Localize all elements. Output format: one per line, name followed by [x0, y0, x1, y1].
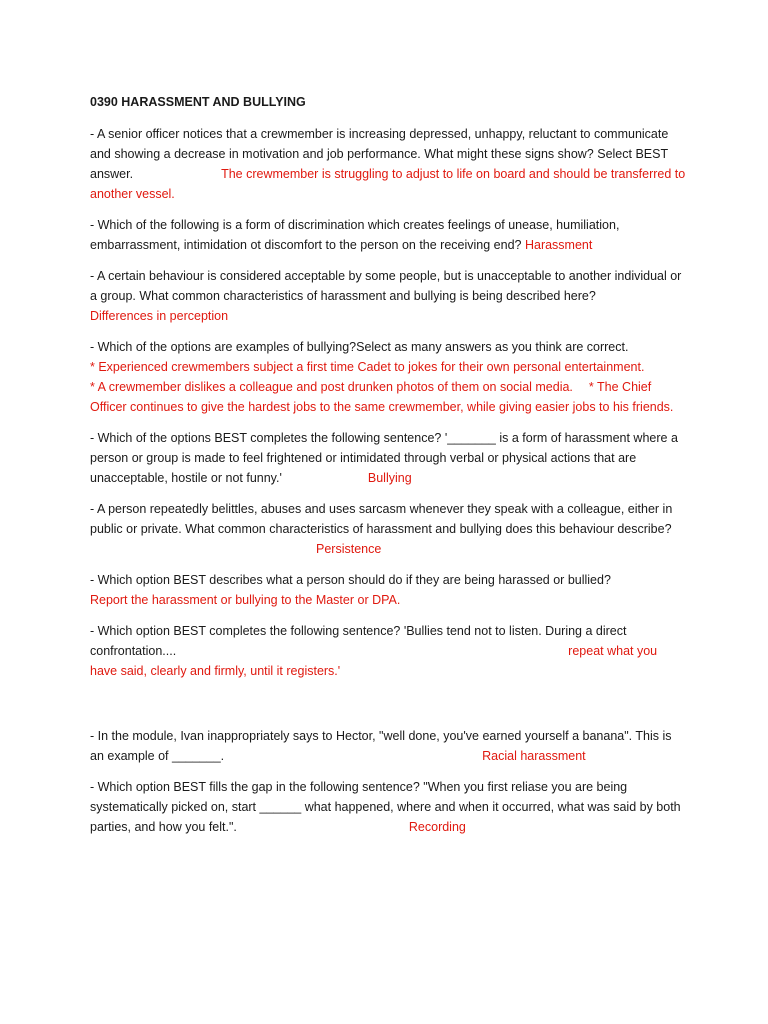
qa-item-3 [90, 266, 686, 326]
question-text: - A person repeatedly belittles, abuses and uses sarcasm whenever they speak with a colleague, either in public or private. What common characteristics of harassment and bullying does this behaviour describe? [90, 502, 673, 536]
blank-space [90, 692, 686, 726]
answer-text: Harassment [524, 238, 593, 252]
question-text: - Which option BEST fills the gap in the following sentence? "When you first reliase you are being systematically picked on, start ______ what happened, where and when it occurred, what was said by both parties, and how you felt.". [90, 780, 681, 834]
answer-text-1: * Experienced crewmembers subject a first time Cadet to jokes for their own personal entertainment. [90, 360, 645, 374]
qa-item-2 [90, 215, 686, 255]
qa-item-5 [90, 428, 686, 488]
answer-text-2: * A crewmember dislikes a colleague and post drunken photos of them on social media. [90, 380, 573, 394]
answer-text: Racial harassment [482, 749, 586, 763]
answer-text: Report the harassment or bullying to the Master or DPA. [90, 593, 401, 607]
qa-item-1 [90, 124, 686, 204]
answer-text: repeat what you have said, clearly and firmly, until it registers.' [90, 644, 658, 678]
qa-item-8 [90, 621, 686, 681]
answer-text-3: * The Chief Officer continues to give the hardest jobs to the same crewmember, while giving easier jobs to his friends. [90, 380, 674, 414]
question-text: - Which option BEST completes the following sentence? 'Bullies tend not to listen. During a direct confrontation.... [90, 624, 627, 658]
question-text: - Which of the options BEST completes the following sentence? '_______ is a form of harassment where a person or group is made to feel frightened or intimidated through verbal or physical actions that are unacceptable, hostile or not funny.' [90, 431, 678, 485]
answer-text: Differences in perception [90, 309, 229, 323]
question-text: - In the module, Ivan inappropriately says to Hector, "well done, you've earned yourself a banana". This is an example of _______. [90, 729, 672, 763]
question-text: - Which of the options are examples of bullying?Select as many answers as you think are correct. [90, 340, 629, 354]
document-page [90, 92, 686, 848]
question-text: - Which of the following is a form of discrimination which creates feelings of unease, humiliation, embarrassment, intimidation ot discomfort to the person on the receiving end? [90, 218, 620, 252]
answer-text: Recording [408, 820, 466, 834]
question-text: - Which option BEST describes what a person should do if they are being harassed or bullied? [90, 573, 611, 587]
answer-text: Bullying [367, 471, 412, 485]
qa-item-10 [90, 777, 686, 837]
question-text: - A certain behaviour is considered acceptable by some people, but is unacceptable to another individual or a group. What common characteristics of harassment and bullying is being described here? [90, 269, 682, 303]
qa-item-4 [90, 337, 686, 417]
qa-item-7 [90, 570, 686, 610]
document-title: 0390 HARASSMENT AND BULLYING [90, 95, 306, 109]
answer-text: The crewmember is struggling to adjust to life on board and should be transferred to another vessel. [90, 167, 686, 201]
qa-item-9 [90, 726, 686, 766]
question-text: - A senior officer notices that a crewmember is increasing depressed, unhappy, reluctant to communicate and showing a decrease in motivation and job performance. What might these signs show? Select BEST answer. [90, 127, 669, 181]
qa-item-6 [90, 499, 686, 559]
answer-text: Persistence [316, 542, 382, 556]
